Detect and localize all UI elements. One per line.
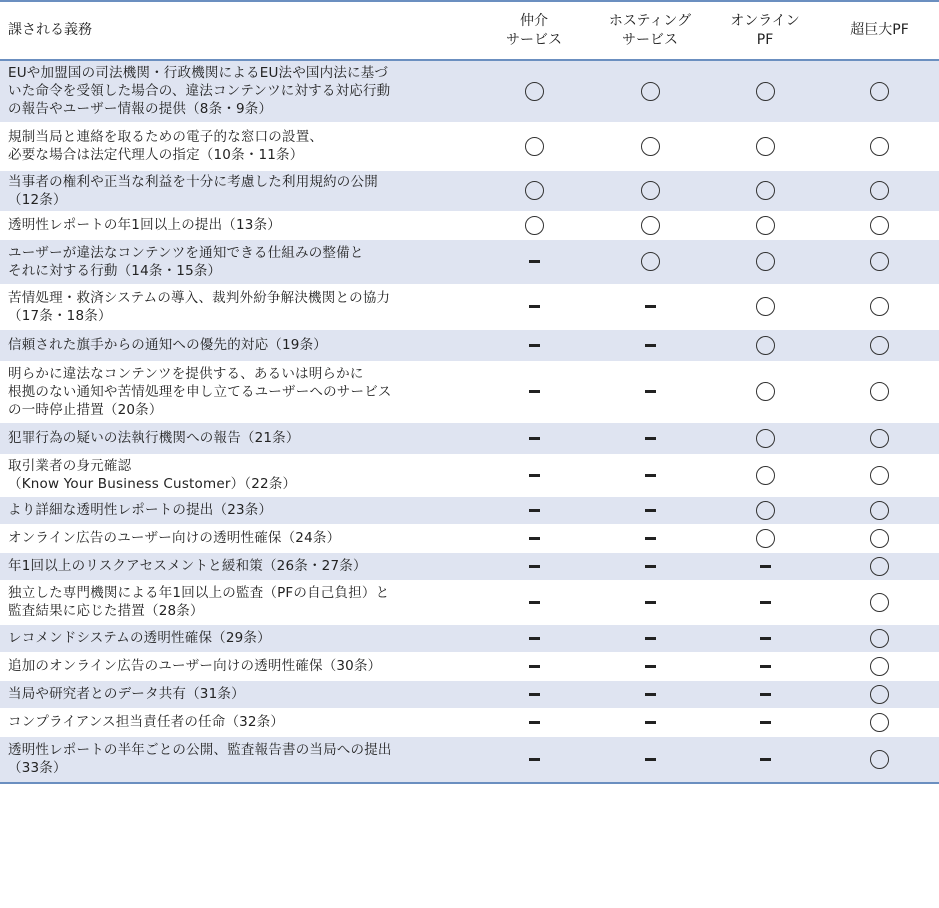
obligation-cell [0,284,478,329]
obligation-text: 年1回以上のリスクアセスメントと緩和策（26条・27条） [8,558,367,574]
obligation-cell [0,239,478,284]
applicability-cell [710,284,820,329]
table-row [0,60,939,122]
header-intermediary: 仲介 サービス [478,1,590,60]
dash-icon [529,637,540,640]
obligation-text: 明らかに違法なコンテンツを提供する、あるいは明らかに 根拠のない通知や苦情処理を申し立てるユーザーへのサービス の一時停止措置（20条） [8,365,392,418]
applicability-cell [710,122,820,170]
applicability-cell [820,329,939,361]
applicability-cell [710,524,820,552]
table-row [0,552,939,580]
dash-icon [760,758,771,761]
circle-icon [870,593,889,612]
applicability-cell [590,170,710,211]
applicability-cell [590,580,710,624]
circle-icon [756,181,775,200]
applicability-cell [478,211,590,239]
applicability-cell [590,284,710,329]
applicability-cell [710,624,820,652]
dash-icon [645,509,656,512]
obligation-text: 取引業者の身元確認 （Know Your Business Customer）（22条） [8,458,297,492]
applicability-cell [820,60,939,122]
circle-icon [641,216,660,235]
dash-icon [760,665,771,668]
obligation-cell [0,170,478,211]
obligation-cell [0,736,478,783]
dash-icon [645,537,656,540]
applicability-cell [710,60,820,122]
obligation-text: ユーザーが違法なコンテンツを通知できる仕組みの整備と それに対する行動（14条・15条） [8,244,364,279]
applicability-cell [710,496,820,524]
circle-icon [870,466,889,485]
table-row [0,580,939,624]
applicability-cell [478,624,590,652]
applicability-cell [820,239,939,284]
circle-icon [525,181,544,200]
applicability-cell [590,454,710,496]
dash-icon [760,565,771,568]
applicability-cell [820,524,939,552]
dash-icon [645,665,656,668]
dash-icon [529,474,540,477]
circle-icon [870,501,889,520]
applicability-cell [590,708,710,736]
table-row [0,496,939,524]
circle-icon [756,466,775,485]
header-obligation: 課される義務 [0,1,478,60]
obligation-text: 信頼された旗手からの通知への優先的対応（19条） [8,337,327,353]
dash-icon [760,693,771,696]
circle-icon [870,657,889,676]
obligation-text: EUや加盟国の司法機関・行政機関によるEU法や国内法に基づ いた命令を受領した場合の、違法コンテンツに対する対応行動 の報告やユーザー情報の提供（8条・9条） [8,65,391,118]
obligation-text: コンプライアンス担当責任者の任命（32条） [8,714,285,730]
applicability-cell [710,454,820,496]
applicability-cell [820,422,939,454]
dash-icon [645,565,656,568]
applicability-cell [710,736,820,783]
dash-icon [645,601,656,604]
applicability-cell [590,422,710,454]
circle-icon [870,216,889,235]
applicability-cell [710,680,820,708]
applicability-cell [478,60,590,122]
obligation-cell [0,680,478,708]
applicability-cell [590,652,710,680]
applicability-cell [820,580,939,624]
table-row [0,239,939,284]
dash-icon [645,344,656,347]
applicability-cell [478,284,590,329]
applicability-cell [710,361,820,422]
circle-icon [870,713,889,732]
header-row [0,1,939,60]
dash-icon [529,305,540,308]
table-row [0,652,939,680]
table-row [0,211,939,239]
dash-icon [645,637,656,640]
circle-icon [756,429,775,448]
applicability-cell [590,736,710,783]
dash-icon [645,305,656,308]
applicability-cell [478,170,590,211]
obligation-cell [0,552,478,580]
applicability-cell [820,284,939,329]
dash-icon [529,665,540,668]
applicability-cell [478,580,590,624]
obligation-text: 追加のオンライン広告のユーザー向けの透明性確保（30条） [8,658,382,674]
dash-icon [529,437,540,440]
applicability-cell [590,361,710,422]
applicability-cell [478,361,590,422]
obligation-cell [0,211,478,239]
circle-icon [756,82,775,101]
obligation-cell [0,708,478,736]
applicability-cell [478,454,590,496]
applicability-cell [590,60,710,122]
applicability-cell [478,736,590,783]
circle-icon [870,382,889,401]
applicability-cell [710,552,820,580]
obligation-cell [0,422,478,454]
table-row [0,624,939,652]
applicability-cell [478,552,590,580]
obligation-cell [0,60,478,122]
circle-icon [756,382,775,401]
applicability-cell [710,211,820,239]
dash-icon [529,344,540,347]
applicability-cell [710,170,820,211]
applicability-cell [710,652,820,680]
applicability-cell [590,211,710,239]
applicability-cell [590,552,710,580]
circle-icon [870,557,889,576]
applicability-cell [710,708,820,736]
applicability-cell [820,454,939,496]
applicability-cell [820,211,939,239]
applicability-cell [590,680,710,708]
circle-icon [756,336,775,355]
obligation-cell [0,624,478,652]
obligation-text: より詳細な透明性レポートの提出（23条） [8,502,273,518]
applicability-cell [478,422,590,454]
applicability-cell [820,624,939,652]
circle-icon [641,82,660,101]
obligation-text: 犯罪行為の疑いの法執行機関への報告（21条） [8,430,300,446]
dash-icon [529,693,540,696]
obligation-cell [0,122,478,170]
applicability-cell [820,361,939,422]
circle-icon [870,252,889,271]
circle-icon [756,297,775,316]
circle-icon [870,336,889,355]
dash-icon [529,601,540,604]
circle-icon [870,297,889,316]
applicability-cell [710,580,820,624]
dash-icon [529,390,540,393]
obligation-text: 透明性レポートの年1回以上の提出（13条） [8,217,281,233]
circle-icon [870,429,889,448]
dash-icon [645,437,656,440]
circle-icon [756,501,775,520]
circle-icon [525,216,544,235]
table-row [0,454,939,496]
dash-icon [760,601,771,604]
applicability-cell [478,652,590,680]
dash-icon [529,537,540,540]
obligation-cell [0,524,478,552]
dash-icon [529,721,540,724]
circle-icon [756,216,775,235]
table-row [0,361,939,422]
header-very-large-platform: 超巨大PF [820,1,939,60]
circle-icon [870,750,889,769]
circle-icon [641,137,660,156]
dash-icon [645,693,656,696]
dash-icon [760,721,771,724]
circle-icon [525,82,544,101]
table-row [0,170,939,211]
applicability-cell [590,239,710,284]
circle-icon [641,181,660,200]
table-row [0,708,939,736]
circle-icon [756,252,775,271]
obligation-text: 透明性レポートの半年ごとの公開、監査報告書の当局への提出 （33条） [8,742,392,777]
obligation-text: オンライン広告のユーザー向けの透明性確保（24条） [8,530,341,546]
circle-icon [870,685,889,704]
circle-icon [641,252,660,271]
dash-icon [529,758,540,761]
applicability-cell [590,122,710,170]
table-row [0,329,939,361]
circle-icon [870,529,889,548]
dash-icon [645,474,656,477]
circle-icon [756,137,775,156]
applicability-cell [820,170,939,211]
dash-icon [529,565,540,568]
obligation-text: 当事者の権利や正当な利益を十分に考慮した利用規約の公開 （12条） [8,173,378,208]
dash-icon [645,390,656,393]
table-row [0,524,939,552]
dash-icon [529,509,540,512]
dash-icon [760,637,771,640]
applicability-cell [478,708,590,736]
header-online-platform: オンライン PF [710,1,820,60]
obligation-cell [0,580,478,624]
circle-icon [870,137,889,156]
applicability-cell [820,680,939,708]
obligation-text: 規制当局と連絡を取るための電子的な窓口の設置、 必要な場合は法定代理人の指定（10条・11条） [8,129,324,163]
table-row [0,122,939,170]
obligation-cell [0,454,478,496]
applicability-cell [590,524,710,552]
applicability-cell [710,422,820,454]
obligation-cell [0,329,478,361]
obligation-cell [0,652,478,680]
table-row [0,422,939,454]
circle-icon [756,529,775,548]
dash-icon [645,758,656,761]
circle-icon [870,82,889,101]
applicability-cell [478,524,590,552]
table-row [0,680,939,708]
circle-icon [870,629,889,648]
table-row [0,736,939,783]
applicability-cell [590,496,710,524]
obligation-text: レコメンドシステムの透明性確保（29条） [8,630,271,646]
applicability-cell [820,652,939,680]
applicability-cell [820,736,939,783]
applicability-cell [478,680,590,708]
applicability-cell [590,329,710,361]
applicability-cell [590,624,710,652]
applicability-cell [820,122,939,170]
applicability-cell [478,122,590,170]
circle-icon [870,181,889,200]
applicability-cell [820,496,939,524]
applicability-cell [478,329,590,361]
obligation-text: 独立した専門機関による年1回以上の監査（PFの自己負担）と 監査結果に応じた措置（28条） [8,585,390,619]
circle-icon [525,137,544,156]
applicability-cell [478,239,590,284]
applicability-cell [478,496,590,524]
applicability-cell [820,708,939,736]
applicability-cell [820,552,939,580]
obligation-text: 苦情処理・救済システムの導入、裁判外紛争解決機関との協力 （17条・18条） [8,289,391,324]
applicability-cell [710,329,820,361]
applicability-cell [710,239,820,284]
header-hosting: ホスティング サービス [590,1,710,60]
obligation-text: 当局や研究者とのデータ共有（31条） [8,686,245,702]
dash-icon [645,721,656,724]
dash-icon [529,260,540,263]
obligation-cell [0,496,478,524]
table-row [0,284,939,329]
obligation-cell [0,361,478,422]
